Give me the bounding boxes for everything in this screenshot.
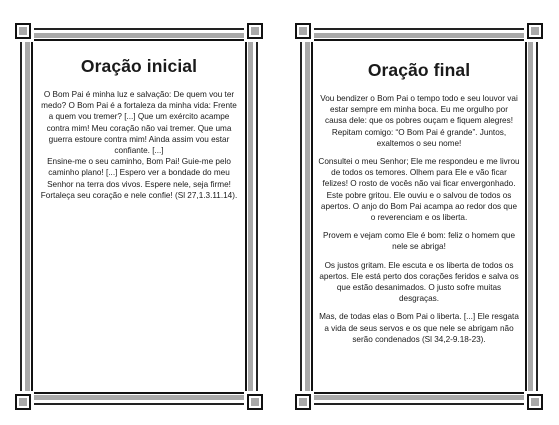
prayer-card-initial — [20, 28, 258, 405]
card-title: Oração inicial — [80, 56, 198, 76]
card-content — [38, 50, 240, 387]
corner-ornament-icon — [244, 391, 266, 413]
prayer-paragraph: Os justos gritam. Ele escuta e os liberta de todos os apertos. Ele está perto dos corações feridos e salva os que estão desanimados. O justo sofre muitas desgraças. — [319, 260, 519, 304]
prayer-paragraph: Vou bendizer o Bom Pai o tempo todo e seu louvor vai estar sempre em minha boca. Eu me orgulho por causa dele: que os pobres ouçam e fiquem alegres! Repitam comigo: “O Bom Pai é grande”. Juntos, exaltemos o seu nome! — [320, 94, 518, 148]
card-title: Oração final — [367, 60, 471, 80]
prayer-paragraph: O Bom Pai é minha luz e salvação: De quem vou ter medo? O Bom Pai é a fortaleza da minha vida: Frente a quem vou tremer? [...] Que um exército acampe contra mim! Meu coração não vai tremer. Que uma guerra estoure contra mim! Ainda assim vou estar confiante. [...] — [41, 90, 237, 156]
prayer-paragraph: Mas, de todas elas o Bom Pai o liberta. [...] Ele resgata a vida de seus servos e os que nele se abrigam não serão condenados (Sl 34,2-9.18-23). — [319, 312, 519, 344]
corner-ornament-icon — [292, 391, 314, 413]
prayer-paragraph: Provem e vejam como Ele é bom: feliz o homem que nele se abriga! — [322, 231, 516, 252]
corner-ornament-icon — [244, 20, 266, 42]
corner-ornament-icon — [12, 391, 34, 413]
prayer-paragraph: Consultei o meu Senhor; Ele me respondeu e me livrou de todos os temores. Olhem para Ele e vão ficar felizes! O rosto de vocês não vai ficar envergonhado. Este pobre gritou. Ele ouviu e o salvou de todos os apertos. O anjo do Bom Pai acampa ao redor dos que o reverenciam e os liberta. — [318, 157, 520, 223]
corner-ornament-icon — [524, 20, 546, 42]
prayer-card-final — [300, 28, 538, 405]
corner-ornament-icon — [292, 20, 314, 42]
corner-ornament-icon — [12, 20, 34, 42]
prayer-paragraph: Ensine-me o seu caminho, Bom Pai! Guie-me pelo caminho plano! [...] Espero ver a bondade do meu Senhor na terra dos vivos. Espere nele, seja firme! Fortaleça seu coração e nele confie! (Sl 27,1.3.11.14). — [40, 157, 238, 200]
card-content — [318, 50, 520, 387]
corner-ornament-icon — [524, 391, 546, 413]
